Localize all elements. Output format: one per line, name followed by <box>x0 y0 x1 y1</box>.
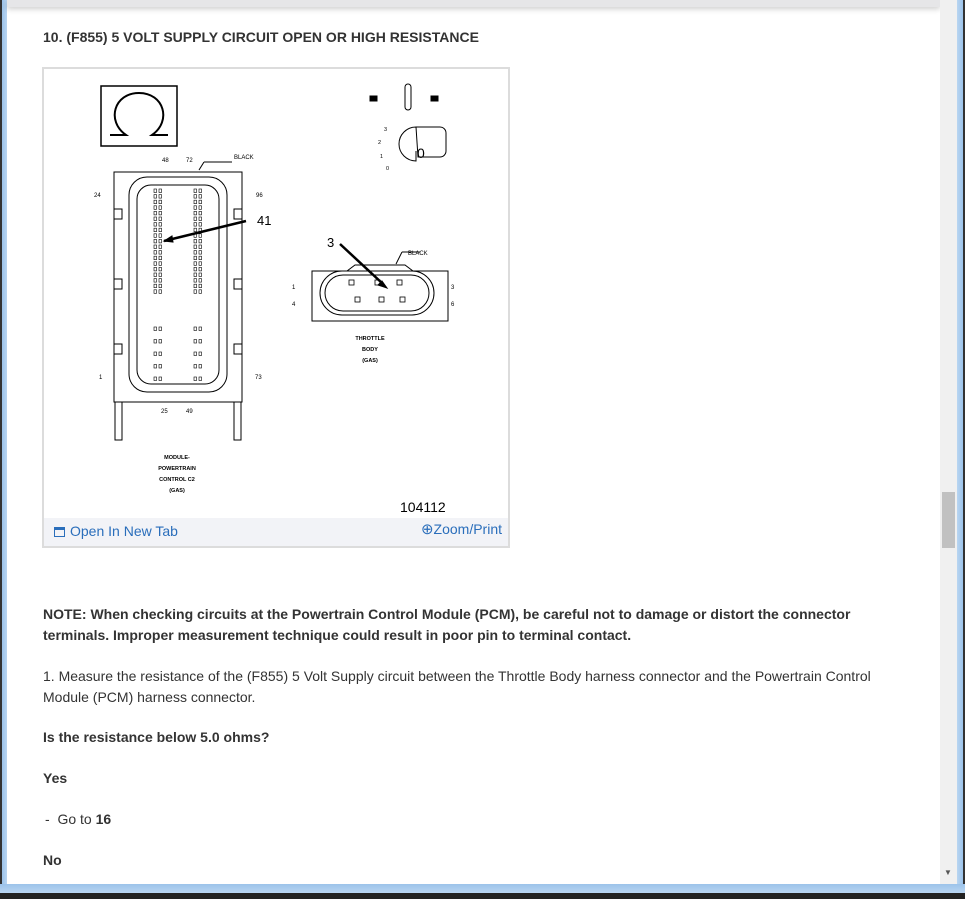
zoom-print-label: Zoom/Print <box>433 521 502 537</box>
pin-cavity <box>199 195 202 199</box>
pin-cavity <box>154 228 157 232</box>
pin-cavity <box>194 211 197 215</box>
pin-cavity <box>194 267 197 271</box>
pin-cavity <box>194 256 197 260</box>
pin-cavity <box>199 256 202 260</box>
pin-cavity <box>154 327 157 331</box>
pin-cavity <box>159 251 162 255</box>
diagram-figure <box>42 67 510 548</box>
pin-cavity <box>159 365 162 369</box>
pin-cavity <box>159 211 162 215</box>
pin-cavity <box>199 377 202 381</box>
pin-cavity <box>194 200 197 204</box>
pin-cavity <box>199 200 202 204</box>
pin-cavity <box>159 273 162 277</box>
pin-cavity <box>199 290 202 294</box>
pin-cavity <box>154 239 157 243</box>
figure-toolbar <box>44 518 508 546</box>
pin-cavity <box>194 251 197 255</box>
pin-cavity <box>194 273 197 277</box>
pin-cavity <box>199 365 202 369</box>
pin-cavity <box>154 234 157 238</box>
pcm-label: MODULE- <box>164 455 190 461</box>
pin-cavity <box>159 290 162 294</box>
goto-prefix: - Go to <box>45 811 96 827</box>
pin-cavity <box>194 239 197 243</box>
pin-cavity <box>154 377 157 381</box>
throttle-label: (GAS) <box>362 358 378 364</box>
pin-cavity <box>154 200 157 204</box>
key-position: 1 <box>380 154 384 160</box>
figure-id-number: 104112 <box>400 499 446 515</box>
pin-cavity <box>194 223 197 227</box>
scroll-down-arrow-icon[interactable]: ▼ <box>944 868 952 877</box>
pin-cavity <box>194 245 197 249</box>
pin-cavity <box>154 365 157 369</box>
window-frame-bottom <box>0 884 965 899</box>
pin-cavity <box>349 280 354 285</box>
pin-cavity <box>194 377 197 381</box>
pin-cavity <box>194 340 197 344</box>
pin-cavity <box>154 256 157 260</box>
pin-cavity <box>159 262 162 266</box>
pin-cavity <box>159 284 162 288</box>
pin-cavity <box>154 245 157 249</box>
pcm-callout: 41 <box>257 213 272 228</box>
goto-step-link[interactable]: 16 <box>95 811 112 827</box>
pin-cavity <box>199 262 202 266</box>
pin-cavity <box>199 284 202 288</box>
window-frame-right <box>957 0 965 899</box>
pin-cavity <box>194 262 197 266</box>
pin-cavity <box>154 251 157 255</box>
pin-cavity <box>194 284 197 288</box>
wiring-diagram <box>44 69 508 521</box>
question-text: Is the resistance below 5.0 ohms? <box>43 729 270 745</box>
yes-label: Yes <box>43 770 68 786</box>
vertical-scrollbar[interactable] <box>940 0 957 884</box>
pin-cavity <box>159 352 162 356</box>
pin-cavity <box>154 284 157 288</box>
throttle-label: THROTTLE <box>355 336 385 342</box>
pin-cavity <box>154 211 157 215</box>
pin-cavity <box>199 267 202 271</box>
pin-cavity <box>194 217 197 221</box>
pcm-pin-96: 96 <box>256 193 263 199</box>
pin-cavity <box>199 234 202 238</box>
throttle-pin: 4 <box>292 302 296 308</box>
pin-cavity <box>194 365 197 369</box>
pin-cavity <box>154 195 157 199</box>
pin-cavity <box>159 267 162 271</box>
pcm-pin-1: 1 <box>99 375 103 381</box>
pin-cavity <box>400 297 405 302</box>
pin-cavity <box>199 206 202 210</box>
pin-cavity <box>199 217 202 221</box>
pin-cavity <box>159 340 162 344</box>
pin-cavity <box>154 189 157 193</box>
pin-cavity <box>194 228 197 232</box>
throttle-pin: 3 <box>451 285 455 291</box>
pin-cavity <box>154 340 157 344</box>
key-glyph: 0 <box>417 145 425 161</box>
pin-cavity <box>154 290 157 294</box>
pin-cavity <box>154 223 157 227</box>
pcm-label: CONTROL C2 <box>159 477 195 483</box>
open-in-new-tab-link[interactable] <box>54 523 178 539</box>
note-text: NOTE: When checking circuits at the Powertrain Control Module (PCM), be careful not to damage or distort the connector terminals. Improper measurement technique could result in poor pin to terminal contact. <box>43 606 851 643</box>
step-title: 10. (F855) 5 VOLT SUPPLY CIRCUIT OPEN OR HIGH RESISTANCE <box>43 29 479 45</box>
header-bar <box>7 0 940 7</box>
ignition-key-icon <box>370 84 446 172</box>
pin-cavity <box>199 239 202 243</box>
pin-cavity <box>154 279 157 283</box>
pin-cavity <box>194 290 197 294</box>
pin-cavity <box>199 273 202 277</box>
pin-cavity <box>159 195 162 199</box>
pcm-label: POWERTRAIN <box>158 466 196 472</box>
zoom-in-icon: ⊕ <box>420 521 434 538</box>
yes-goto <box>45 809 905 830</box>
pin-cavity <box>199 279 202 283</box>
open-in-new-tab-label: Open In New Tab <box>70 523 178 539</box>
pcm-pin-24: 24 <box>94 193 101 199</box>
pin-cavity <box>159 256 162 260</box>
key-position: 3 <box>384 127 388 133</box>
pin-cavity <box>194 206 197 210</box>
pcm-pin-72: 72 <box>186 158 193 164</box>
pin-cavity <box>159 228 162 232</box>
pcm-pin-73: 73 <box>255 375 262 381</box>
pin-cavity <box>199 352 202 356</box>
pin-cavity <box>194 327 197 331</box>
pin-cavity <box>154 217 157 221</box>
window-frame-left <box>0 0 7 899</box>
pin-cavity <box>159 206 162 210</box>
pin-cavity <box>159 200 162 204</box>
throttle-pin: 1 <box>292 285 296 291</box>
scrollbar-thumb[interactable] <box>942 492 955 548</box>
pin-cavity <box>379 297 384 302</box>
pin-cavity <box>194 195 197 199</box>
pin-cavity <box>154 352 157 356</box>
pcm-pin-48: 48 <box>162 158 169 164</box>
pin-cavity <box>199 251 202 255</box>
pin-cavity <box>199 211 202 215</box>
pin-cavity <box>355 297 360 302</box>
throttle-callout: 3 <box>327 235 335 250</box>
throttle-pin: 6 <box>451 302 455 308</box>
no-label: No <box>43 852 62 868</box>
pin-cavity <box>154 262 157 266</box>
key-position: 2 <box>378 140 382 146</box>
new-tab-icon <box>54 527 65 537</box>
instruction-text: 1. Measure the resistance of the (F855) 5 Volt Supply circuit between the Throttle Body harness connector and the Powertrain Control Module (PCM) harness connector. <box>43 668 871 705</box>
throttle-label: BODY <box>362 347 378 353</box>
pcm-label: (GAS) <box>169 488 185 494</box>
pin-cavity <box>159 239 162 243</box>
pin-cavity <box>159 327 162 331</box>
ohmmeter-icon <box>101 86 177 146</box>
throttle-color-label: BLACK <box>408 251 428 257</box>
pin-cavity <box>159 245 162 249</box>
pin-cavity <box>199 340 202 344</box>
pcm-pin-49: 49 <box>186 409 193 415</box>
pin-cavity <box>397 280 402 285</box>
pin-cavity <box>159 234 162 238</box>
key-position: 0 <box>386 166 390 172</box>
pin-cavity <box>159 217 162 221</box>
pin-cavity <box>154 206 157 210</box>
pcm-connector <box>114 162 246 440</box>
pcm-color-label: BLACK <box>234 155 254 161</box>
pin-cavity <box>159 279 162 283</box>
pin-cavity <box>154 267 157 271</box>
pin-cavity <box>194 279 197 283</box>
pin-cavity <box>159 189 162 193</box>
pin-cavity <box>199 223 202 227</box>
pin-cavity <box>199 327 202 331</box>
pin-cavity <box>159 223 162 227</box>
pcm-pin-25: 25 <box>161 409 168 415</box>
pin-cavity <box>159 377 162 381</box>
pin-cavity <box>194 352 197 356</box>
pin-cavity <box>199 245 202 249</box>
pin-cavity <box>199 189 202 193</box>
zoom-print-link[interactable] <box>421 520 502 538</box>
pin-cavity <box>194 189 197 193</box>
pin-cavity <box>154 273 157 277</box>
